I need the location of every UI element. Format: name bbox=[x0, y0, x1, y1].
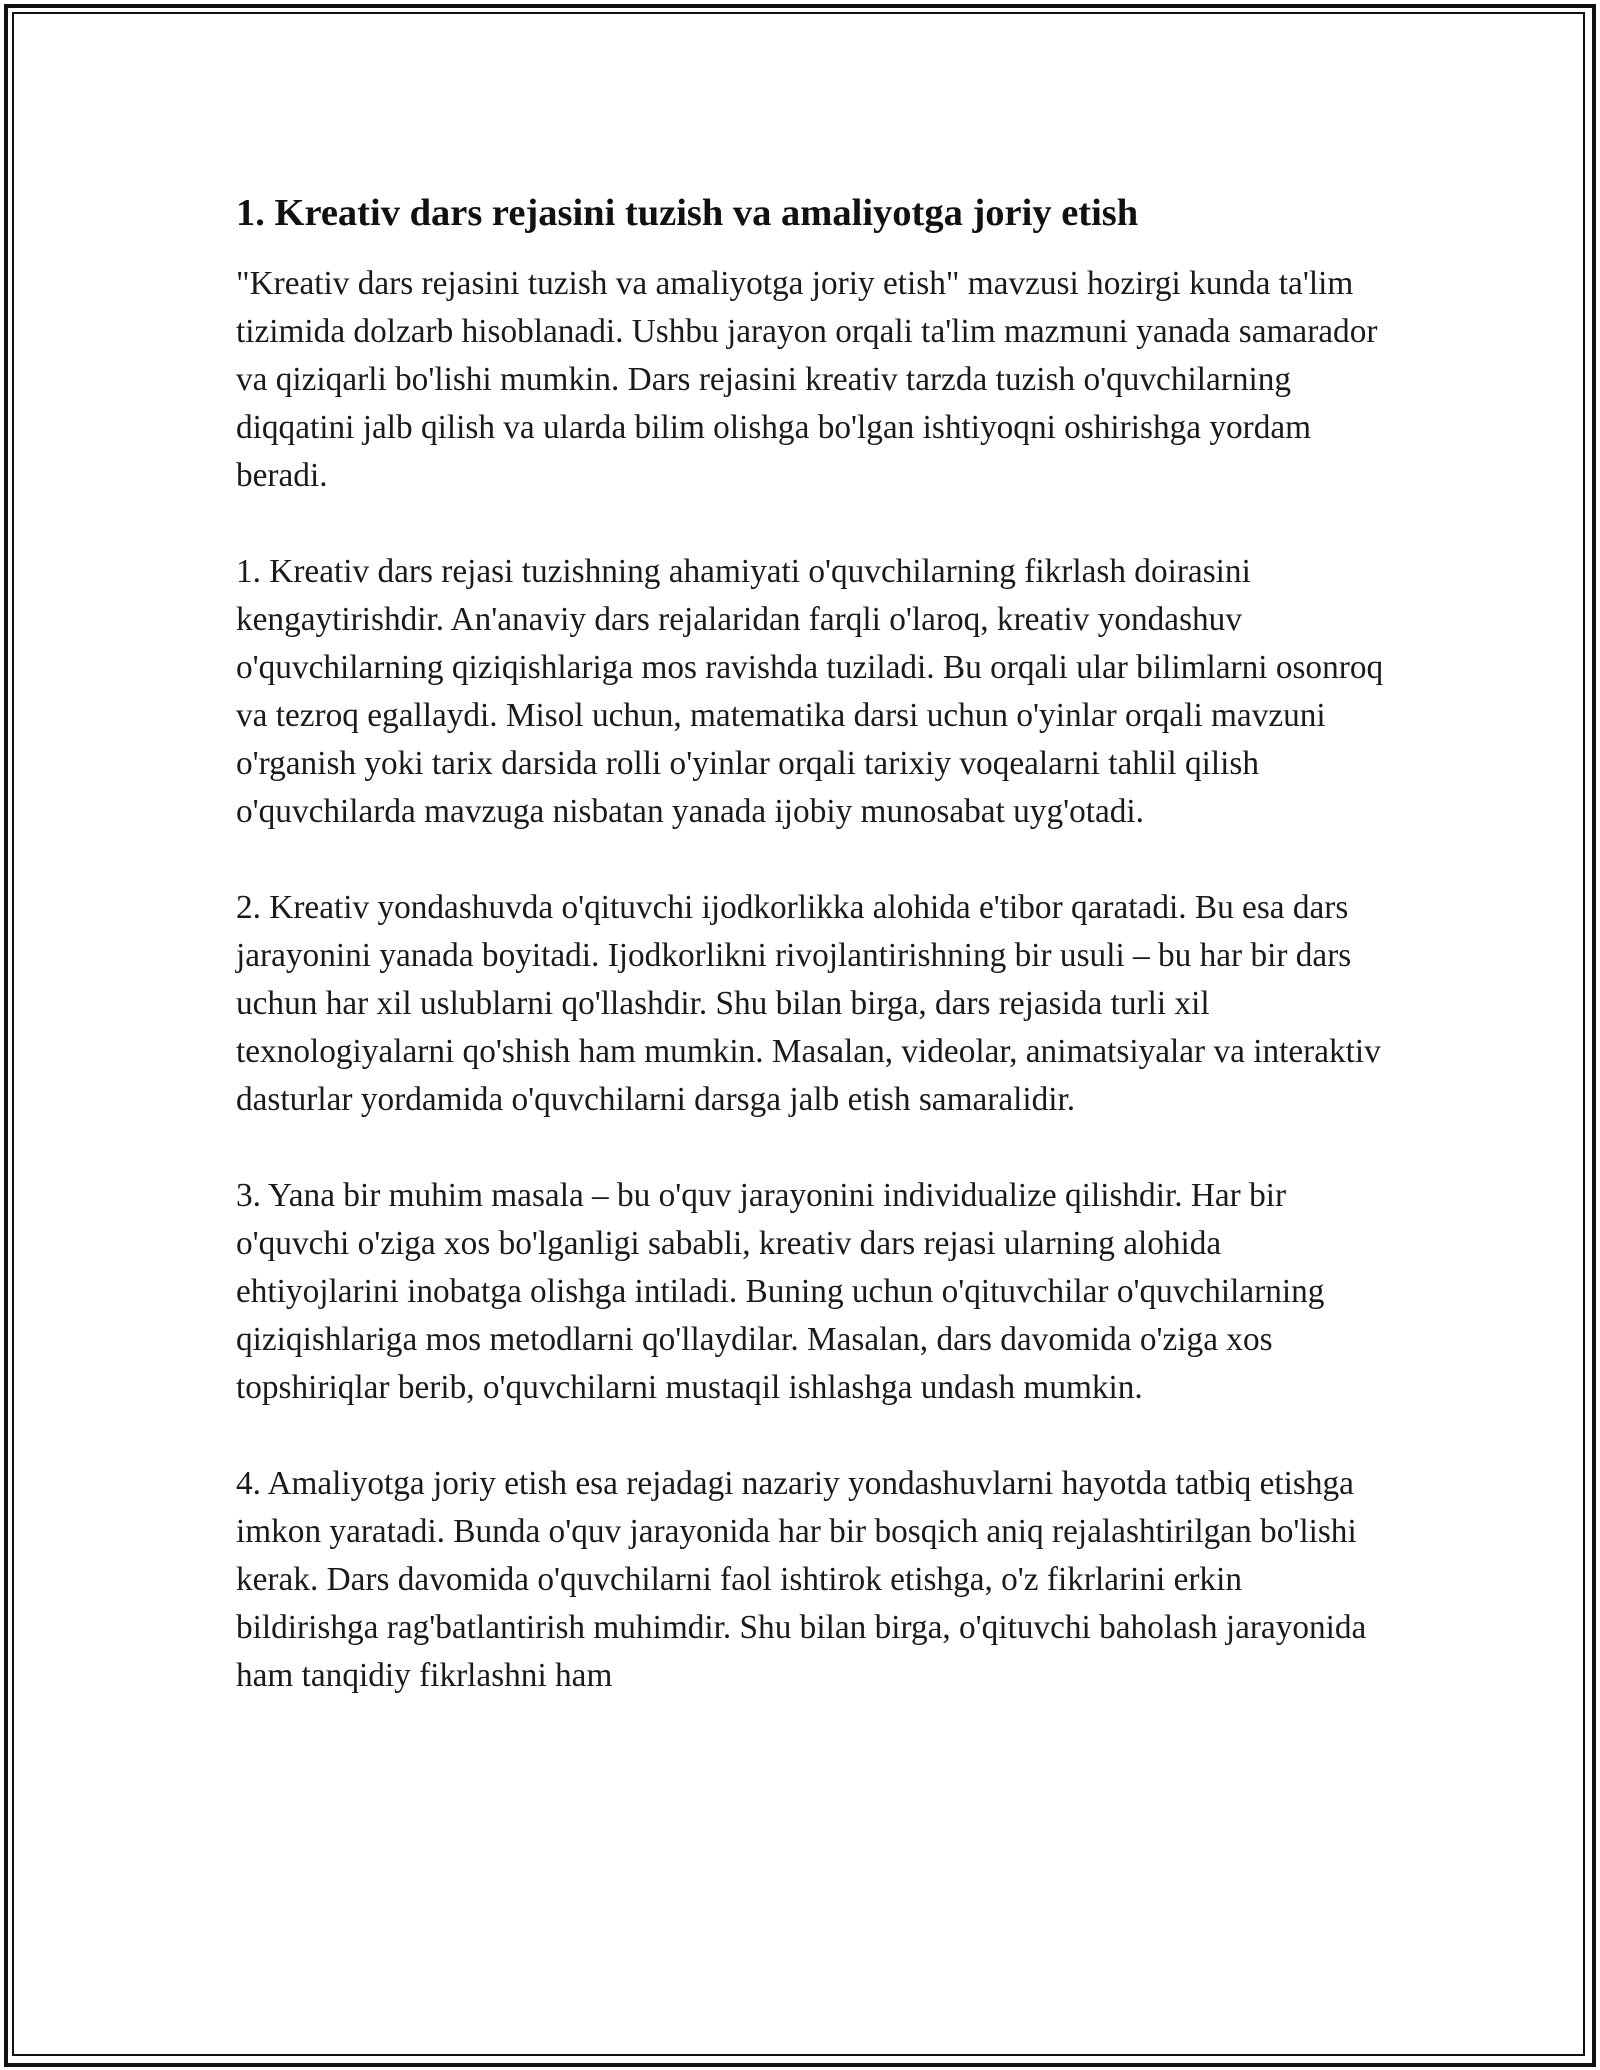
document-page bbox=[236, 186, 1386, 1700]
document-body bbox=[236, 260, 1386, 1700]
paragraph-point-4: 4. Amaliyotga joriy etish esa rejadagi nazariy yondashuvlarni hayotda tatbiq etishga imkon yaratadi. Bunda o'quv jarayonida har bir bosqich aniq rejalashtirilgan bo'lishi kerak. Dars davomida o'quvchilarni faol ishtirok etishga, o'z fikrlarini erkin bildirishga rag'batlantirish muhimdir. Shu bilan birga, o'qituvchi baholash jarayonida ham tanqidiy fikrlashni ham bbox=[236, 1465, 1367, 1694]
paragraph-point-1: 1. Kreativ dars rejasi tuzishning ahamiyati o'quvchilarning fikrlash doirasini kengaytirishdir. An'anaviy dars rejalaridan farqli o'laroq, kreativ yondashuv o'quvchilarning qiziqishlariga mos ravishda tuziladi. Bu orqali ular bilimlarni osonroq va tezroq egallaydi. Misol uchun, matematika darsi uchun o'yinlar orqali mavzuni o'rganish yoki tarix darsida rolli o'yinlar orqali tarixiy voqealarni tahlil qilish o'quvchilarda mavzuga nisbatan yanada ijobiy munosabat uyg'otadi. bbox=[236, 553, 1384, 830]
paragraph-point-2: 2. Kreativ yondashuvda o'qituvchi ijodkorlikka alohida e'tibor qaratadi. Bu esa dars jarayonini yanada boyitadi. Ijodkorlikni rivojlantirishning bir usuli – bu har bir dars uchun har xil uslublarni qo'llashdir. Shu bilan birga, dars rejasida turli xil texnologiyalarni qo'shish ham mumkin. Masalan, videolar, animatsiyalar va interaktiv dasturlar yordamida o'quvchilarni darsga jalb etish samaralidir. bbox=[236, 889, 1381, 1118]
paragraph-intro: "Kreativ dars rejasini tuzish va amaliyotga joriy etish" mavzusi hozirgi kunda ta'lim tizimida dolzarb hisoblanadi. Ushbu jarayon orqali ta'lim mazmuni yanada samarador va qiziqarli bo'lishi mumkin. Dars rejasini kreativ tarzda tuzish o'quvchilarning diqqatini jalb qilish va ularda bilim olishga bo'lgan ishtiyoqni oshirishga yordam beradi. bbox=[236, 265, 1378, 494]
paragraph-point-3: 3. Yana bir muhim masala – bu o'quv jarayonini individualize qilishdir. Har bir o'quvchi o'ziga xos bo'lganligi sababli, kreativ dars rejasi ularning alohida ehtiyojlarini inobatga olishga intiladi. Buning uchun o'qituvchilar o'quvchilarning qiziqishlariga mos metodlarni qo'llaydilar. Masalan, dars davomida o'ziga xos topshiriqlar berib, o'quvchilarni mustaqil ishlashga undash mumkin. bbox=[236, 1177, 1325, 1406]
document-title: 1. Kreativ dars rejasini tuzish va amaliyotga joriy etish bbox=[236, 192, 1139, 234]
